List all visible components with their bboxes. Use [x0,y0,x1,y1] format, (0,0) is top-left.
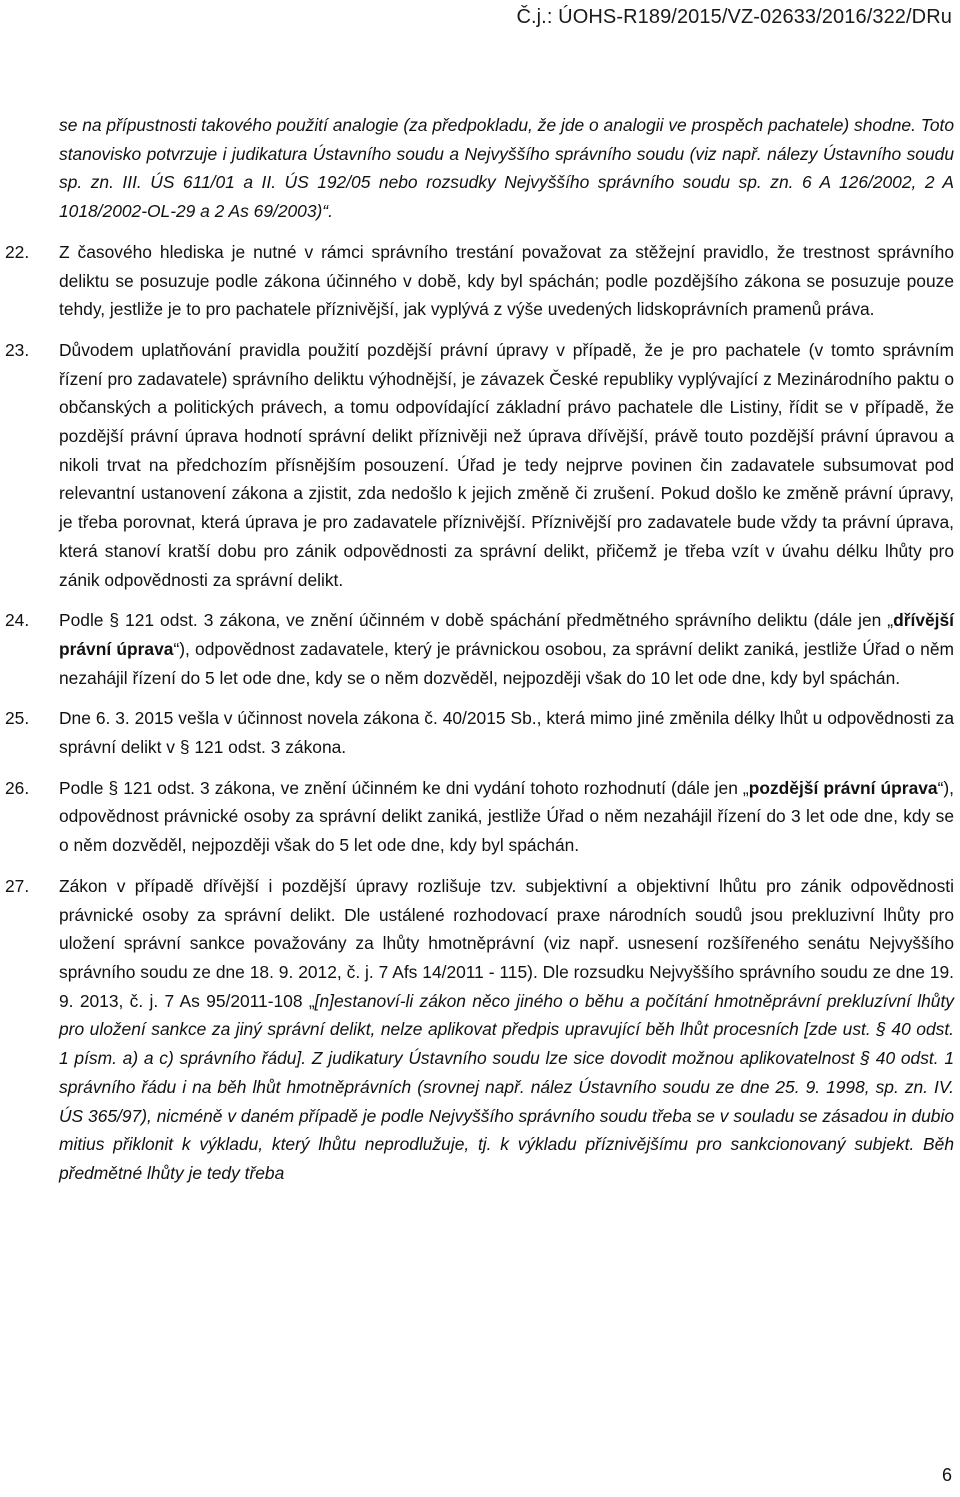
paragraph-text: Zákon v případě dřívější i pozdější úpravy rozlišuje tzv. subjektivní a objektivní lhůtu pro zánik odpovědnosti právnické osoby za správní delikt. Dle ustálené rozhodovací praxe národních soudů jsou prekluzivní lhůty pro uložení správní sankce považovány za lhůty hmotněprávní (viz např. usnesení rozšířeného senátu Nejvyššího správního soudu ze dne 18. 9. 2012, č. j. 7 Afs 14/2011 - 115). Dle rozsudku Nejvyššího správního soudu ze dne 19. 9. 2013, č. j. 7 As 95/2011-108 „ [59,875,954,1011]
paragraph-text: Z časového hlediska je nutné v rámci správního trestání považovat za stěžejní pravidlo, že trestnost správního deliktu se posuzuje podle zákona účinného v době, kdy byl spáchán; podle pozdějšího zákona se posuzuje pouze tehdy, jestliže je to pro pachatele příznivější, jak vyplývá z výše uvedených lidskoprávních pramenů práva. [59,241,954,320]
paragraph-number: 24. [5,610,30,631]
paragraph-text: Dne 6. 3. 2015 vešla v účinnost novela zákona č. 40/2015 Sb., která mimo jiné změnila délky lhůt u odpovědnosti za správní delikt v § 121 odst. 3 zákona. [59,708,954,758]
paragraph-number: 25. [5,708,30,729]
paragraph-number: 22. [5,241,30,262]
paragraph-text: Důvodem uplatňování pravidla použití pozdější právní úpravy v případě, že je pro pachatele (v tomto správním řízení pro zadavatele) správního deliktu výhodnější, je závazek České republiky vyplývající z Mezinárodního paktu o občanských a politických právech, a tomu odpovídající základní právo pachatele dle Listiny, řídit se v případě, že pozdější právní úprava hodnotí správní delikt příznivěji než úprava dřívější, právě touto pozdější právní úpravou a nikoli trvat na předchozím přísnějším posouzení. Úřad je tedy nejprve povinen čin zadavatele subsumovat pod relevantní ustanovení zákona a zjistit, zda nedošlo k jejich změně či zrušení. Pokud došlo ke změně právní úpravy, je třeba porovnat, která úprava je pro zadavatele příznivější. Příznivější pro zadavatele bude vždy ta právní úprava, která stanoví kratší dobu pro zánik odpovědnosti za správní delikt, přičemž je třeba vzít v úvahu délku lhůty pro zánik odpovědnosti za správní delikt. [59,339,954,590]
document-body [5,111,955,1200]
paragraph-text: Podle § 121 odst. 3 zákona, ve znění účinném v době spáchání předmětného správního deliktu (dále jen „ [59,610,894,631]
page-number: 6 [941,1465,952,1485]
paragraph-23 [5,336,954,594]
paragraph-24 [5,606,954,692]
defined-term: pozdější právní úprava [748,777,938,798]
paragraph-number: 27. [5,875,30,896]
paragraph-26 [5,774,955,860]
paragraph-25 [5,704,954,761]
paragraph-text: “), odpovědnost právnické osoby za správní delikt zaniká, jestliže Úřad o něm nezahájil řízení do 3 let ode dne, kdy se o něm dozvěděl, nejpozději však do 5 let ode dne, kdy byl spáchán. [59,777,955,856]
paragraph-number: 23. [5,339,30,360]
quote-continuation: se na přípustnosti takového použití analogie (za předpokladu, že jde o analogii ve prospěch pachatele) shodne. Toto stanovisko potvrzuje i judikatura Ústavního soudu a Nejvyššího správního soudu (viz např. nálezy Ústavního soudu sp. zn. III. ÚS 611/01 a II. ÚS 192/05 nebo rozsudky Nejvyššího správního soudu sp. zn. 6 A 126/2002, 2 A 1018/2002-OL-29 a 2 As 69/2003)“. [59,115,954,222]
court-quote: [n]estanoví-li zákon něco jiného o běhu a počítání hmotněprávní prekluzívní lhůty pro uložení sankce za jiný správní delikt, nelze aplikovat předpis upravující běh lhůt procesních [zde ust. § 40 odst. 1 písm. a) a c) správního řádu]. Z judikatury Ústavního soudu lze sice dovodit možnou aplikovatelnost § 40 odst. 1 správního řádu i na běh lhůt hmotněprávních (srovnej např. nález Ústavního soudu ze dne 25. 9. 1998, sp. zn. IV. ÚS 365/97), nicméně v daném případě je podle Nejvyššího správního soudu třeba se v souladu se zásadou in dubio mitius přiklonit k výkladu, který lhůtu neprodlužuje, tj. k výkladu příznivějšímu pro sankcionovaný subjekt. Běh předmětné lhůty je tedy třeba [59,990,954,1183]
paragraph-text: Podle § 121 odst. 3 zákona, ve znění účinném ke dni vydání tohoto rozhodnutí (dále jen „ [59,777,749,798]
case-reference: Č.j.: ÚOHS-R189/2015/VZ-02633/2016/322/DRu [516,6,952,28]
paragraph-27 [5,872,954,1188]
defined-term: dřívější právní úprava [59,610,954,659]
paragraph-text: “), odpovědnost zadavatele, který je právnickou osobou, za správní delikt zaniká, jestliže Úřad o něm nezahájil řízení do 5 let ode dne, kdy se o něm dozvěděl, nejpozději však do 10 let ode dne, kdy byl spáchán. [59,638,954,688]
paragraph-22 [5,238,954,324]
paragraph-number: 26. [5,777,30,798]
